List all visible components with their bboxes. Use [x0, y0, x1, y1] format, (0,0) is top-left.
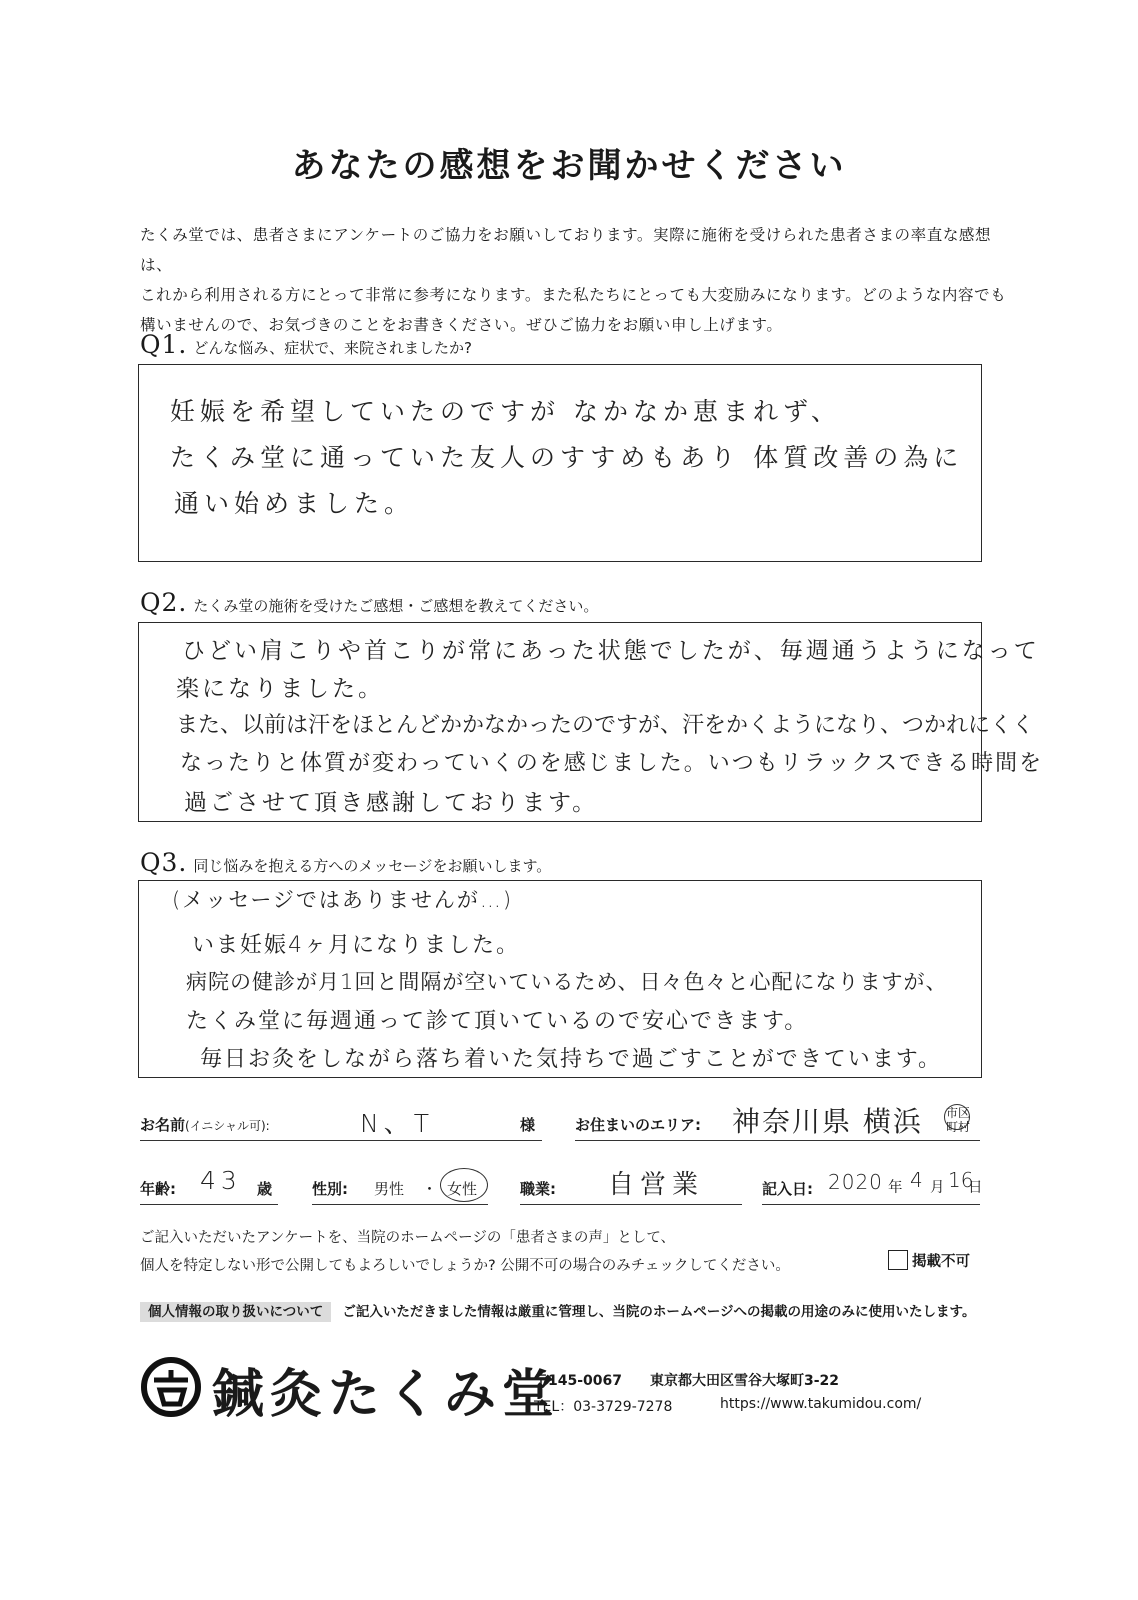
name-label-text: お名前	[140, 1116, 186, 1134]
name-value: N、T	[360, 1109, 434, 1138]
gender-male[interactable]: 男性	[374, 1180, 405, 1198]
q2-label	[140, 588, 598, 617]
privacy-row	[140, 1300, 975, 1320]
age-unit: 歳	[257, 1180, 273, 1198]
gender-separator: ・	[422, 1180, 438, 1198]
intro-line: たくみ堂では、患者さまにアンケートのご協力をお願いしております。実際に施術を受けられた患者さまの率直な感想は、	[140, 226, 992, 274]
q1-answer-line: 通い始めました。	[174, 489, 415, 518]
area-value: 神奈川県 横浜	[732, 1105, 923, 1138]
footer-address: 東京都大田区雪谷大塚町3-22	[650, 1373, 840, 1389]
intro-line: 構いませんので、お気づきのことをお書きください。ぜひご協力をお願い申し上げます。	[140, 316, 783, 334]
q1-answer-line: たくみ堂に通っていた友人のすすめもあり 体質改善の為に	[170, 443, 964, 472]
unit-mura: 村	[958, 1120, 971, 1134]
job-label: 職業:	[520, 1180, 556, 1198]
date-month: 4	[910, 1168, 928, 1192]
q2-question: たくみ堂の施術を受けたご感想・ご感想を教えてください。	[193, 597, 599, 615]
q1-label	[140, 330, 472, 359]
gender-female[interactable]: 女性	[447, 1180, 478, 1198]
clinic-name: 鍼灸たくみ堂	[212, 1364, 561, 1425]
age-label: 年齢:	[140, 1180, 176, 1198]
q1-number: Q1.	[140, 330, 188, 359]
area-underline[interactable]	[575, 1140, 980, 1141]
consent-line: 個人を特定しない形で公開してもよろしいでしょうか? 公開不可の場合のみチェックしてください。	[140, 1258, 790, 1274]
gender-label: 性別:	[312, 1180, 348, 1198]
q3-answer-line: 病院の健診が月1回と間隔が空いているため、日々色々と心配になりますが、	[186, 970, 948, 994]
q3-number: Q3.	[140, 848, 188, 877]
q2-answer-line: 楽になりました。	[176, 676, 384, 702]
consent-line: ご記入いただいたアンケートを、当院のホームページの「患者さまの声」として、	[140, 1230, 676, 1246]
unit-machi: 町	[946, 1120, 959, 1134]
q3-answer-line: いま妊娠4ヶ月になりました。	[192, 933, 520, 958]
q3-label	[140, 848, 551, 877]
area-units	[946, 1106, 986, 1134]
no-publish-label: 掲載不可	[912, 1254, 970, 1270]
page-title: あなたの感想をお聞かせください	[291, 146, 847, 186]
q2-number: Q2.	[140, 588, 188, 617]
footer-postal: 〒145-0067	[534, 1373, 622, 1389]
name-note: (イニシャル可):	[185, 1119, 270, 1133]
consent-text	[140, 1224, 900, 1280]
age-value: 43	[200, 1166, 242, 1195]
q1-answer-line: 妊娠を希望していたのですが なかなか恵まれず、	[170, 397, 841, 426]
sama-label: 様	[520, 1116, 536, 1134]
date-underline[interactable]	[762, 1204, 980, 1205]
q3-answer-line: 毎日お灸をしながら落ち着いた気持ちで過ごすことができています。	[200, 1047, 943, 1072]
footer-url[interactable]: https://www.takumidou.com/	[720, 1396, 922, 1412]
date-day-unit: 日	[968, 1180, 983, 1196]
gender-underline	[312, 1204, 488, 1205]
q3-answer-line: たくみ堂に毎週通って診て頂いているので安心できます。	[186, 1009, 809, 1034]
q2-answer-line: また、以前は汗をほとんどかかなかったのですが、汗をかくようになり、つかれにくく	[176, 713, 1035, 738]
intro-text	[140, 220, 1010, 340]
name-underline[interactable]	[140, 1140, 542, 1141]
date-year: 2020	[828, 1170, 883, 1194]
area-label: お住まいのエリア:	[575, 1116, 701, 1134]
footer-tel: TEL：03-3729-7278	[534, 1399, 673, 1415]
q3-question: 同じ悩みを抱える方へのメッセージをお願いします。	[193, 857, 552, 875]
date-day: 16	[948, 1168, 974, 1192]
job-underline[interactable]	[520, 1204, 742, 1205]
q2-answer-line: なったりと体質が変わっていくのを感じました。いつもリラックスできる時間を	[180, 751, 1044, 776]
age-underline[interactable]	[140, 1204, 278, 1205]
privacy-text: ご記入いただきました情報は厳重に管理し、当院のホームページへの掲載の用途のみに使用いたします。	[342, 1304, 976, 1320]
intro-line: これから利用される方にとって非常に参考になります。また私たちにとっても大変励みになります。どのような内容でも	[140, 286, 1007, 304]
privacy-tag: 個人情報の取り扱いについて	[140, 1302, 331, 1322]
no-publish-checkbox[interactable]	[888, 1250, 908, 1270]
clinic-logo-icon	[140, 1356, 202, 1418]
q1-question: どんな悩み、症状で、来院されましたか?	[193, 339, 472, 357]
job-value: 自営業	[608, 1170, 705, 1200]
date-year-unit: 年	[888, 1180, 903, 1196]
q3-answer-line: (メッセージではありませんが…)	[172, 888, 514, 912]
name-label	[140, 1114, 270, 1135]
date-month-unit: 月	[930, 1180, 945, 1196]
unit-shi: 市	[946, 1106, 959, 1120]
q2-answer-line: ひどい肩こりや首こりが常にあった状態でしたが、毎週通うようになって	[182, 638, 1040, 664]
unit-ku: 区	[958, 1106, 971, 1120]
date-label: 記入日:	[762, 1180, 813, 1198]
q2-answer-line: 過ごさせて頂き感謝しております。	[184, 790, 599, 816]
